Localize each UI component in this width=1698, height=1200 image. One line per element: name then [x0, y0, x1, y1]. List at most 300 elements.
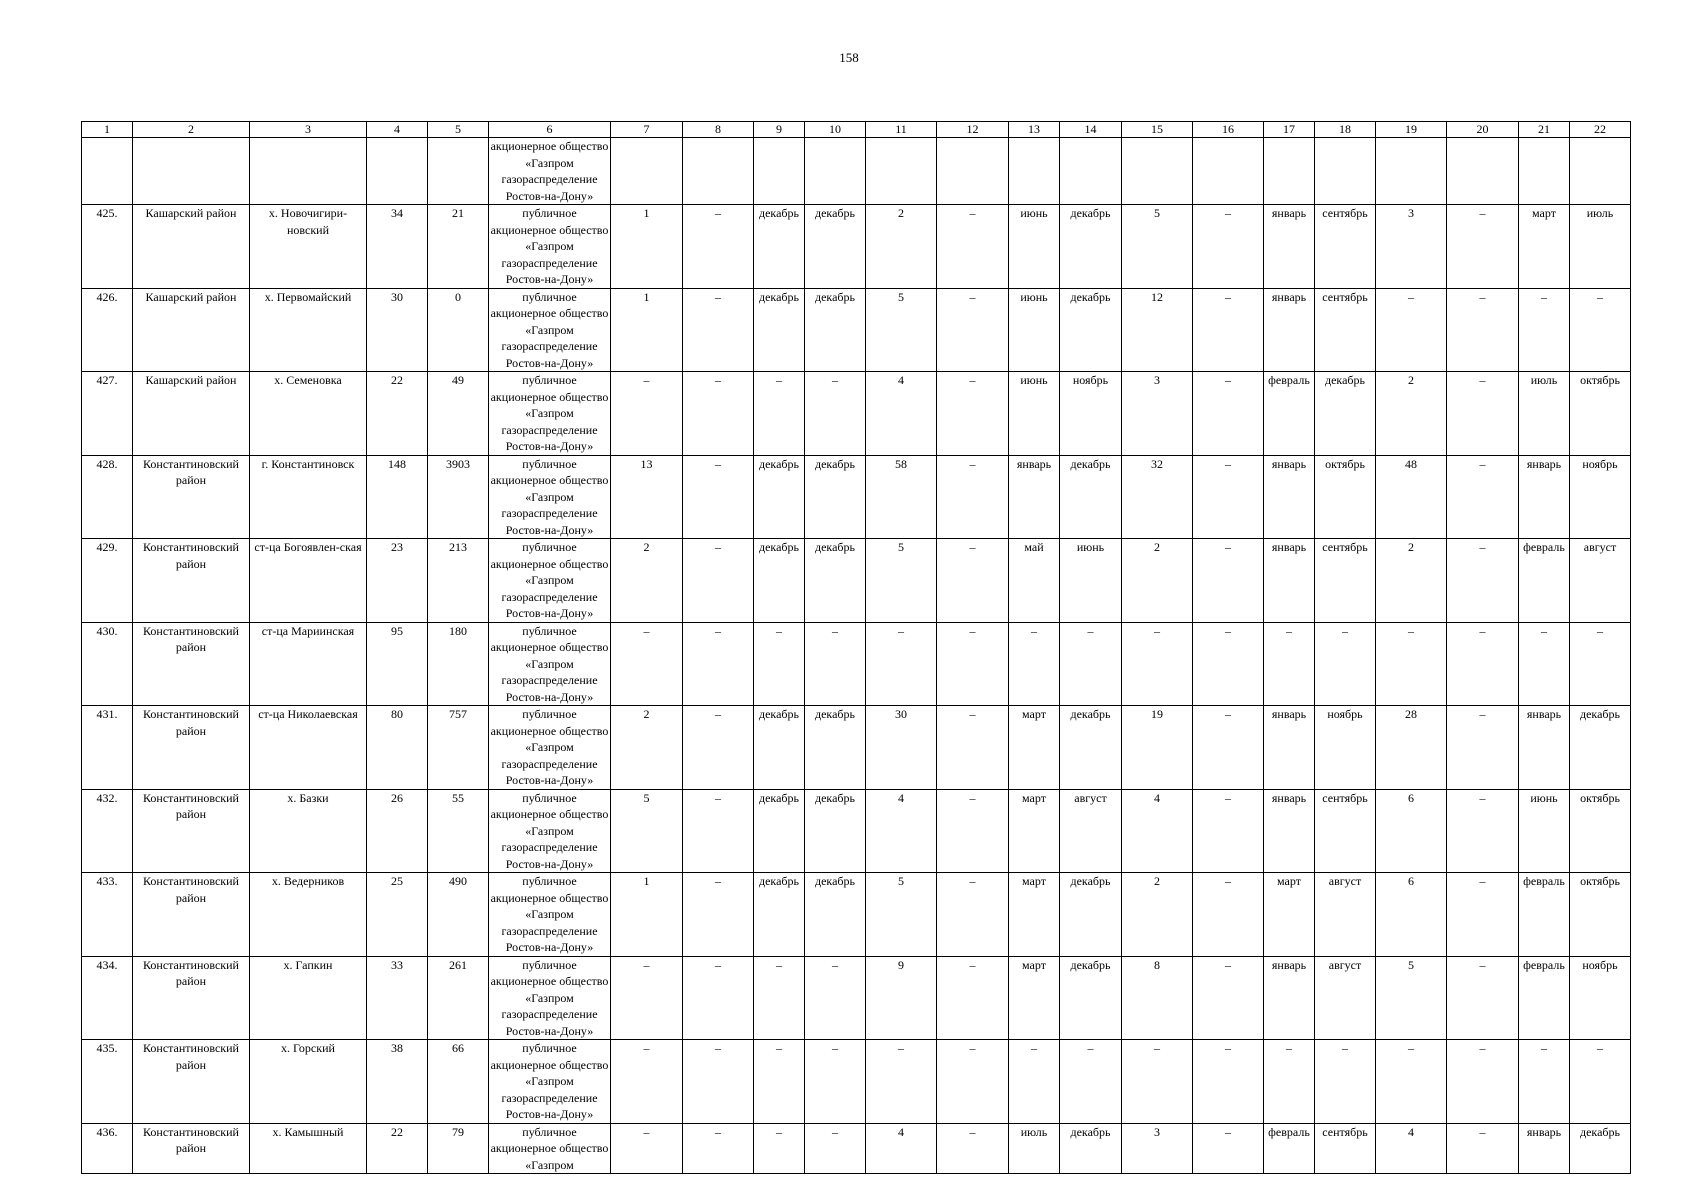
table-cell: декабрь — [1060, 455, 1122, 539]
table-cell: – — [937, 873, 1009, 957]
table-cell: декабрь — [754, 706, 805, 790]
table-cell: 431. — [82, 706, 133, 790]
table-cell: – — [754, 372, 805, 456]
table-cell: 434. — [82, 956, 133, 1040]
table-cell: – — [754, 1040, 805, 1124]
table-cell — [1009, 138, 1060, 205]
table-cell — [683, 138, 754, 205]
table-cell: – — [937, 205, 1009, 289]
table-cell: март — [1009, 706, 1060, 790]
table-cell: – — [683, 455, 754, 539]
table-cell: 148 — [367, 455, 428, 539]
table-cell — [1193, 138, 1264, 205]
column-header: 6 — [489, 122, 611, 138]
table-cell: 38 — [367, 1040, 428, 1124]
table-cell: январь — [1264, 455, 1315, 539]
table-cell: – — [754, 622, 805, 706]
table-cell: х. Камышный — [250, 1123, 367, 1174]
table-cell: – — [683, 288, 754, 372]
table-cell: – — [1447, 956, 1519, 1040]
table-cell: 1 — [611, 288, 683, 372]
table-cell: 4 — [866, 372, 937, 456]
table-cell: декабрь — [754, 288, 805, 372]
table-cell: – — [1519, 622, 1570, 706]
table-cell: май — [1009, 539, 1060, 623]
table-cell: февраль — [1519, 873, 1570, 957]
table-cell: Кашарский район — [133, 372, 250, 456]
table-cell: – — [1570, 622, 1631, 706]
table-cell: 3 — [1376, 205, 1447, 289]
table-cell: декабрь — [805, 706, 866, 790]
table-cell: – — [1193, 956, 1264, 1040]
table-cell: 0 — [428, 288, 489, 372]
table-cell: январь — [1009, 455, 1060, 539]
table-cell: 22 — [367, 372, 428, 456]
table-cell: 432. — [82, 789, 133, 873]
table-cell: декабрь — [754, 873, 805, 957]
table-cell: публичное акционерное общество «Газпром газораспределение Ростов-на-Дону» — [489, 789, 611, 873]
column-header: 1 — [82, 122, 133, 138]
table-cell: – — [683, 372, 754, 456]
table-cell: август — [1570, 539, 1631, 623]
table-cell: 6 — [1376, 789, 1447, 873]
table-cell — [1315, 138, 1376, 205]
column-header: 15 — [1122, 122, 1193, 138]
column-header: 17 — [1264, 122, 1315, 138]
table-cell: 5 — [866, 539, 937, 623]
table-cell: июнь — [1009, 205, 1060, 289]
table-cell: – — [1122, 1040, 1193, 1124]
table-cell: – — [1447, 288, 1519, 372]
column-header: 2 — [133, 122, 250, 138]
table-cell: – — [866, 622, 937, 706]
table-cell: декабрь — [1570, 706, 1631, 790]
table-cell: февраль — [1264, 1123, 1315, 1174]
table-cell: – — [1060, 1040, 1122, 1124]
table-cell: Константиновский район — [133, 455, 250, 539]
table-cell: 433. — [82, 873, 133, 957]
table-cell: – — [805, 1040, 866, 1124]
table-cell: декабрь — [1570, 1123, 1631, 1174]
table-cell: декабрь — [754, 789, 805, 873]
table-cell: июль — [1519, 372, 1570, 456]
table-cell — [1264, 138, 1315, 205]
table-cell: – — [1376, 288, 1447, 372]
table-cell: Константиновский район — [133, 873, 250, 957]
table-cell: – — [1447, 1040, 1519, 1124]
table-cell: – — [1193, 789, 1264, 873]
table-cell: июль — [1570, 205, 1631, 289]
column-header: 18 — [1315, 122, 1376, 138]
table-row — [82, 539, 1631, 623]
table-cell: Константиновский район — [133, 706, 250, 790]
table-cell: – — [805, 622, 866, 706]
table-cell: – — [611, 372, 683, 456]
table-cell: – — [1193, 539, 1264, 623]
table-cell: Константиновский район — [133, 622, 250, 706]
table-cell: Константиновский район — [133, 1123, 250, 1174]
table-cell: – — [683, 1040, 754, 1124]
table-cell: март — [1009, 873, 1060, 957]
table-cell: – — [1447, 205, 1519, 289]
table-cell: – — [611, 956, 683, 1040]
table-cell: – — [937, 288, 1009, 372]
table-cell — [1376, 138, 1447, 205]
column-header: 21 — [1519, 122, 1570, 138]
table-cell: 4 — [1376, 1123, 1447, 1174]
table-cell: январь — [1264, 539, 1315, 623]
table-cell — [1570, 138, 1631, 205]
table-cell: – — [937, 956, 1009, 1040]
table-cell: – — [754, 956, 805, 1040]
column-header: 20 — [1447, 122, 1519, 138]
table-cell: 261 — [428, 956, 489, 1040]
table-cell: 435. — [82, 1040, 133, 1124]
column-header: 12 — [937, 122, 1009, 138]
table-cell: публичное акционерное общество «Газпром газораспределение Ростов-на-Дону» — [489, 205, 611, 289]
table-row — [82, 873, 1631, 957]
table-cell: декабрь — [754, 205, 805, 289]
table-cell: х. Базки — [250, 789, 367, 873]
table-cell: публичное акционерное общество «Газпром газораспределение Ростов-на-Дону» — [489, 956, 611, 1040]
table-cell: 427. — [82, 372, 133, 456]
table-cell: 25 — [367, 873, 428, 957]
table-cell — [1519, 138, 1570, 205]
table-cell: декабрь — [1060, 873, 1122, 957]
table-cell: 4 — [866, 789, 937, 873]
table-cell: 757 — [428, 706, 489, 790]
table-cell: 48 — [1376, 455, 1447, 539]
table-row — [82, 956, 1631, 1040]
table-cell — [250, 138, 367, 205]
table-cell: – — [683, 205, 754, 289]
column-header: 13 — [1009, 122, 1060, 138]
table-cell: ноябрь — [1060, 372, 1122, 456]
table-cell: январь — [1519, 706, 1570, 790]
table-cell: публичное акционерное общество «Газпром газораспределение Ростов-на-Дону» — [489, 455, 611, 539]
table-row — [82, 1040, 1631, 1124]
table-cell: Константиновский район — [133, 1040, 250, 1124]
table-row — [82, 706, 1631, 790]
page-number: 158 — [839, 50, 859, 65]
column-header: 16 — [1193, 122, 1264, 138]
table-cell: – — [1264, 1040, 1315, 1124]
table-row — [82, 288, 1631, 372]
table-cell: март — [1519, 205, 1570, 289]
table-cell: июнь — [1009, 372, 1060, 456]
table-cell: 425. — [82, 205, 133, 289]
table-cell: 13 — [611, 455, 683, 539]
table-cell: 490 — [428, 873, 489, 957]
column-header: 3 — [250, 122, 367, 138]
table-cell: – — [611, 622, 683, 706]
table-cell: 2 — [1376, 539, 1447, 623]
table-cell: – — [937, 789, 1009, 873]
table-cell — [133, 138, 250, 205]
column-header: 5 — [428, 122, 489, 138]
table-body — [82, 138, 1631, 1174]
table-cell: ноябрь — [1570, 455, 1631, 539]
table-cell: январь — [1264, 288, 1315, 372]
table-cell: – — [1447, 622, 1519, 706]
table-cell — [428, 138, 489, 205]
table-cell: – — [1570, 288, 1631, 372]
table-cell: – — [1447, 539, 1519, 623]
table-cell: – — [1447, 706, 1519, 790]
table-cell: – — [937, 372, 1009, 456]
table-cell — [367, 138, 428, 205]
table-cell: декабрь — [1060, 288, 1122, 372]
table-row — [82, 138, 1631, 205]
table-cell: 213 — [428, 539, 489, 623]
table-cell: январь — [1264, 956, 1315, 1040]
table-cell: – — [1447, 1123, 1519, 1174]
table-cell: – — [1009, 1040, 1060, 1124]
column-header: 10 — [805, 122, 866, 138]
table-cell: акционерное общество «Газпром газораспределение Ростов-на-Дону» — [489, 138, 611, 205]
table-cell: декабрь — [805, 288, 866, 372]
table-cell: 2 — [611, 539, 683, 623]
table-cell: август — [1315, 956, 1376, 1040]
table-cell: – — [1193, 205, 1264, 289]
table-cell: 21 — [428, 205, 489, 289]
table-cell: 426. — [82, 288, 133, 372]
table-cell: январь — [1264, 789, 1315, 873]
column-header: 11 — [866, 122, 937, 138]
table-cell: 55 — [428, 789, 489, 873]
table-cell: х. Семеновка — [250, 372, 367, 456]
table-cell: – — [1447, 873, 1519, 957]
table-cell: – — [611, 1040, 683, 1124]
header-row — [82, 122, 1631, 138]
column-header: 14 — [1060, 122, 1122, 138]
table-cell: – — [805, 372, 866, 456]
table-cell: Константиновский район — [133, 539, 250, 623]
table-cell: октябрь — [1570, 372, 1631, 456]
table-cell: сентябрь — [1315, 539, 1376, 623]
table-cell: х. Новочигири-новский — [250, 205, 367, 289]
table-cell: 3 — [1122, 372, 1193, 456]
table-cell: – — [866, 1040, 937, 1124]
table-cell: февраль — [1519, 956, 1570, 1040]
table-cell: – — [754, 1123, 805, 1174]
table-cell: – — [937, 706, 1009, 790]
table-cell: декабрь — [805, 873, 866, 957]
table-cell: 32 — [1122, 455, 1193, 539]
table-cell: ст-ца Мариинская — [250, 622, 367, 706]
table-cell: март — [1009, 789, 1060, 873]
table-cell: август — [1060, 789, 1122, 873]
table-cell: декабрь — [754, 455, 805, 539]
table-cell: февраль — [1264, 372, 1315, 456]
table-cell: 3 — [1122, 1123, 1193, 1174]
table-cell: 428. — [82, 455, 133, 539]
table-cell — [805, 138, 866, 205]
data-table — [81, 121, 1631, 1174]
table-cell: ст-ца Богоявлен-ская — [250, 539, 367, 623]
table-cell: декабрь — [1060, 205, 1122, 289]
table-cell: 429. — [82, 539, 133, 623]
table-cell: публичное акционерное общество «Газпром газораспределение Ростов-на-Дону» — [489, 1040, 611, 1124]
table-cell: 6 — [1376, 873, 1447, 957]
table-cell: публичное акционерное общество «Газпром газораспределение Ростов-на-Дону» — [489, 706, 611, 790]
table-cell: 430. — [82, 622, 133, 706]
table-cell: 5 — [1376, 956, 1447, 1040]
table-cell: январь — [1519, 455, 1570, 539]
table-cell: декабрь — [1060, 706, 1122, 790]
table-cell: – — [1122, 622, 1193, 706]
table-cell: 34 — [367, 205, 428, 289]
table-cell: декабрь — [1060, 956, 1122, 1040]
table-cell: июнь — [1060, 539, 1122, 623]
table-cell: – — [937, 1040, 1009, 1124]
table-cell: декабрь — [805, 539, 866, 623]
table-row — [82, 1123, 1631, 1174]
table-cell: 49 — [428, 372, 489, 456]
column-header: 7 — [611, 122, 683, 138]
table-cell: х. Гапкин — [250, 956, 367, 1040]
table-cell: 5 — [866, 873, 937, 957]
table-row — [82, 205, 1631, 289]
table-cell: 2 — [1122, 873, 1193, 957]
table-cell — [1060, 138, 1122, 205]
table-cell: – — [1193, 706, 1264, 790]
table-cell: – — [1193, 873, 1264, 957]
table-cell — [754, 138, 805, 205]
table-cell: – — [683, 539, 754, 623]
table-cell: 4 — [1122, 789, 1193, 873]
table-cell: 180 — [428, 622, 489, 706]
table-cell: – — [1060, 622, 1122, 706]
table-cell: октябрь — [1315, 455, 1376, 539]
table-cell: 23 — [367, 539, 428, 623]
table-cell: Константиновский район — [133, 956, 250, 1040]
table-cell: – — [683, 1123, 754, 1174]
table-cell — [82, 138, 133, 205]
column-header: 19 — [1376, 122, 1447, 138]
table-cell: – — [1193, 455, 1264, 539]
table-cell: 28 — [1376, 706, 1447, 790]
table-cell: – — [805, 1123, 866, 1174]
table-cell: – — [937, 455, 1009, 539]
table-row — [82, 455, 1631, 539]
table-cell: 22 — [367, 1123, 428, 1174]
table-cell: – — [1009, 622, 1060, 706]
table-cell: – — [1193, 372, 1264, 456]
table-cell: – — [1447, 372, 1519, 456]
column-header: 4 — [367, 122, 428, 138]
table-cell: – — [1264, 622, 1315, 706]
table-cell: Кашарский район — [133, 205, 250, 289]
table-cell: х. Ведерников — [250, 873, 367, 957]
table-cell: – — [611, 1123, 683, 1174]
table-cell: публичное акционерное общество «Газпром — [489, 1123, 611, 1174]
table-cell: – — [1570, 1040, 1631, 1124]
table-cell: – — [683, 789, 754, 873]
table-cell: – — [683, 706, 754, 790]
table-cell: – — [1376, 1040, 1447, 1124]
table-row — [82, 789, 1631, 873]
table-cell: сентябрь — [1315, 1123, 1376, 1174]
table-cell: 2 — [1122, 539, 1193, 623]
table-cell: – — [805, 956, 866, 1040]
table-cell: – — [1193, 288, 1264, 372]
table-cell: октябрь — [1570, 873, 1631, 957]
table-cell: публичное акционерное общество «Газпром газораспределение Ростов-на-Дону» — [489, 288, 611, 372]
table-cell: 79 — [428, 1123, 489, 1174]
table-cell: декабрь — [1060, 1123, 1122, 1174]
table-cell: Кашарский район — [133, 288, 250, 372]
table-row — [82, 622, 1631, 706]
table-cell — [1447, 138, 1519, 205]
table-cell: 8 — [1122, 956, 1193, 1040]
table-cell: – — [1315, 1040, 1376, 1124]
table-cell: июнь — [1009, 288, 1060, 372]
table-cell: х. Первомайский — [250, 288, 367, 372]
table-cell: декабрь — [805, 789, 866, 873]
table-cell: – — [1193, 1123, 1264, 1174]
table-cell: ноябрь — [1315, 706, 1376, 790]
table-cell: 2 — [866, 205, 937, 289]
column-header: 22 — [1570, 122, 1631, 138]
table-cell: ст-ца Николаевская — [250, 706, 367, 790]
table-cell: – — [1193, 1040, 1264, 1124]
table-cell: 58 — [866, 455, 937, 539]
table-cell: январь — [1264, 205, 1315, 289]
table-cell: 5 — [866, 288, 937, 372]
table-cell: 12 — [1122, 288, 1193, 372]
table-cell: – — [1519, 1040, 1570, 1124]
table-cell: 19 — [1122, 706, 1193, 790]
table-cell: декабрь — [805, 455, 866, 539]
table-cell: 2 — [1376, 372, 1447, 456]
table-cell: 95 — [367, 622, 428, 706]
table-cell: декабрь — [1315, 372, 1376, 456]
table-row — [82, 372, 1631, 456]
table-cell: 2 — [611, 706, 683, 790]
table-cell: 9 — [866, 956, 937, 1040]
table-cell: сентябрь — [1315, 789, 1376, 873]
table-cell: 80 — [367, 706, 428, 790]
table-cell: – — [683, 873, 754, 957]
column-header: 8 — [683, 122, 754, 138]
table-cell: 66 — [428, 1040, 489, 1124]
table-cell: – — [683, 956, 754, 1040]
table-cell: Константиновский район — [133, 789, 250, 873]
table-cell: 5 — [1122, 205, 1193, 289]
table-cell: июль — [1009, 1123, 1060, 1174]
table-cell: – — [937, 539, 1009, 623]
table-cell: – — [937, 1123, 1009, 1174]
table-cell: публичное акционерное общество «Газпром газораспределение Ростов-на-Дону» — [489, 622, 611, 706]
table-cell: январь — [1264, 706, 1315, 790]
table-cell: публичное акционерное общество «Газпром газораспределение Ростов-на-Дону» — [489, 873, 611, 957]
table-cell: – — [1193, 622, 1264, 706]
table-cell: публичное акционерное общество «Газпром газораспределение Ростов-на-Дону» — [489, 372, 611, 456]
table-cell: 3903 — [428, 455, 489, 539]
table-cell: – — [683, 622, 754, 706]
table-cell: г. Константиновск — [250, 455, 367, 539]
table-cell: публичное акционерное общество «Газпром газораспределение Ростов-на-Дону» — [489, 539, 611, 623]
table-cell: – — [1519, 288, 1570, 372]
table-cell: март — [1264, 873, 1315, 957]
table-cell: – — [1376, 622, 1447, 706]
table-cell: – — [1315, 622, 1376, 706]
table-cell: 26 — [367, 789, 428, 873]
table-cell: 5 — [611, 789, 683, 873]
table-cell: октябрь — [1570, 789, 1631, 873]
table-cell: 436. — [82, 1123, 133, 1174]
